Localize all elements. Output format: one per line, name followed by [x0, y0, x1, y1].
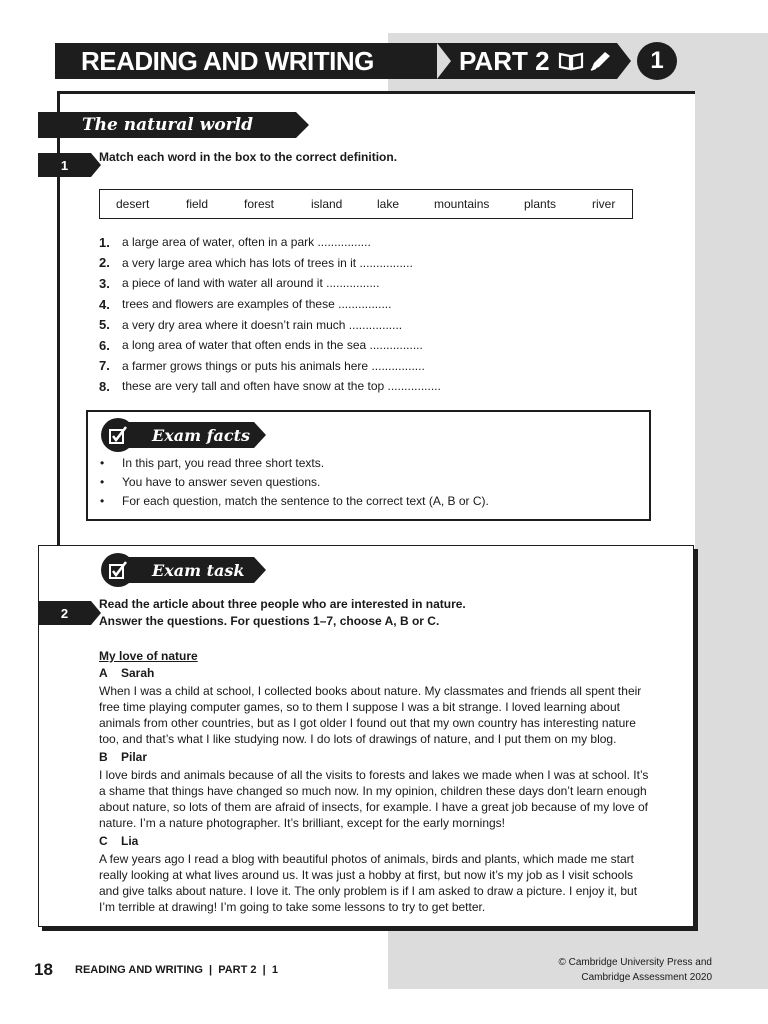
- exam-task-label: Exam task: [112, 557, 254, 583]
- list-item: [99, 232, 441, 253]
- item-number: 4.: [99, 296, 110, 312]
- section-label: [99, 665, 651, 681]
- list-item: [99, 335, 441, 356]
- task-instruction: [99, 596, 466, 630]
- list-item: [99, 376, 441, 397]
- item-text: a long area of water that often ends in the sea ................: [122, 338, 423, 353]
- section-header: [55, 43, 440, 79]
- item-text: trees and flowers are examples of these ................: [122, 297, 392, 312]
- word-forest: forest: [244, 197, 275, 211]
- section-text: When I was a child at school, I collected books about nature. My classmates and friends all spent their free time playing computer games, so to them I suppose I was a bit strange. I loved learning about animals from other countries, but as I got older I found out that my own country has interesting nature too, and that’s what I like studying now. I do lots of drawings of nature, and I put them on my blog.: [99, 684, 642, 746]
- definition-list: [99, 232, 441, 397]
- exercise-instruction: Match each word in the box to the correct definition.: [99, 150, 398, 164]
- section-label: [99, 833, 651, 849]
- instruction-line: Answer the questions. For questions 1–7, choose A, B or C.: [99, 614, 440, 628]
- list-item: [99, 253, 441, 274]
- topic-banner: The natural world: [38, 112, 296, 138]
- copyright-line: © Cambridge University Press and: [558, 957, 712, 968]
- item-number: 1.: [99, 234, 110, 250]
- word-island: island: [311, 197, 343, 211]
- section-letter: B: [99, 750, 108, 764]
- list-item: • In this part, you read three short texts.: [100, 454, 489, 473]
- section-text: A few years ago I read a blog with beautiful photos of animals, birds and plants, which made me start really looking at what lives around us. It was just a hobby at first, but now it’s my job as I visit schools and give talks about nature. I love it. The only problem is if I am asked to draw a picture. I enjoy it, but I’m terrible at drawing! I’m going to take some lessons to try to get better.: [99, 852, 638, 914]
- item-text: a large area of water, often in a park ................: [122, 235, 371, 250]
- list-item: • You have to answer seven questions.: [100, 473, 489, 492]
- part-title: PART 2: [459, 45, 550, 76]
- exam-facts-label: Exam facts: [112, 422, 254, 448]
- section-name: Lia: [121, 834, 139, 848]
- pen-icon: [588, 50, 612, 72]
- list-item: • For each question, match the sentence to the correct text (A, B or C).: [100, 492, 489, 511]
- item-text: a farmer grows things or puts his animals here ................: [122, 358, 425, 373]
- item-number: 2.: [99, 255, 110, 271]
- section-letter: C: [99, 834, 108, 848]
- word-desert: desert: [116, 197, 150, 211]
- article-title: My love of nature: [99, 649, 198, 663]
- item-number: 5.: [99, 317, 110, 333]
- item-number: 3.: [99, 275, 110, 291]
- word-plants: plants: [524, 197, 557, 211]
- list-item: [99, 273, 441, 294]
- section-title: READING AND WRITING: [81, 45, 374, 76]
- word-river: river: [592, 197, 616, 211]
- item-number: 8.: [99, 378, 110, 394]
- item-text: a very large area which has lots of trees in it ................: [122, 255, 413, 270]
- list-item: [99, 314, 441, 335]
- word-mountains: mountains: [434, 197, 490, 211]
- item-number: 7.: [99, 358, 110, 374]
- article: [99, 648, 651, 917]
- section-label: [99, 749, 651, 765]
- exercise-number-tab: 1: [38, 153, 91, 177]
- list-item: [99, 294, 441, 315]
- instruction-line: Read the article about three people who are interested in nature.: [99, 597, 466, 611]
- item-text: a very dry area where it doesn’t rain much ................: [122, 317, 403, 332]
- copyright-line: Cambridge Assessment 2020: [581, 972, 712, 983]
- item-number: 6.: [99, 337, 110, 353]
- word-field: field: [186, 197, 209, 211]
- exercise-number-tab: 2: [38, 601, 91, 625]
- part-number-badge: 1: [637, 42, 677, 80]
- section-name: Pilar: [121, 750, 148, 764]
- section-name: Sarah: [121, 666, 155, 680]
- footer-title: READING AND WRITING | PART 2 | 1: [75, 964, 278, 976]
- page-number: 18: [34, 960, 53, 979]
- word-box: [99, 189, 633, 219]
- item-text: a piece of land with water all around it ................: [122, 276, 380, 291]
- item-text: these are very tall and often have snow at the top ................: [122, 379, 441, 394]
- exam-facts-list: [100, 454, 489, 511]
- copyright: [558, 955, 712, 985]
- checkbox-icon: [101, 418, 135, 452]
- part-header: [437, 43, 617, 79]
- list-item: [99, 356, 441, 377]
- section-text: I love birds and animals because of all the visits to forests and lakes we made when I was at school. It’s a shame that things have changed so much now. In my opinion, children these days don’t learn enough about nature, so lots of them are afraid of insects, for example. I have a great job because of my love of nature. I’m a nature photographer. It’s brilliant, except for the early mornings!: [99, 768, 649, 830]
- book-icon: [558, 51, 584, 71]
- word-lake: lake: [377, 197, 400, 211]
- section-letter: A: [99, 666, 108, 680]
- checkbox-icon: [101, 553, 135, 587]
